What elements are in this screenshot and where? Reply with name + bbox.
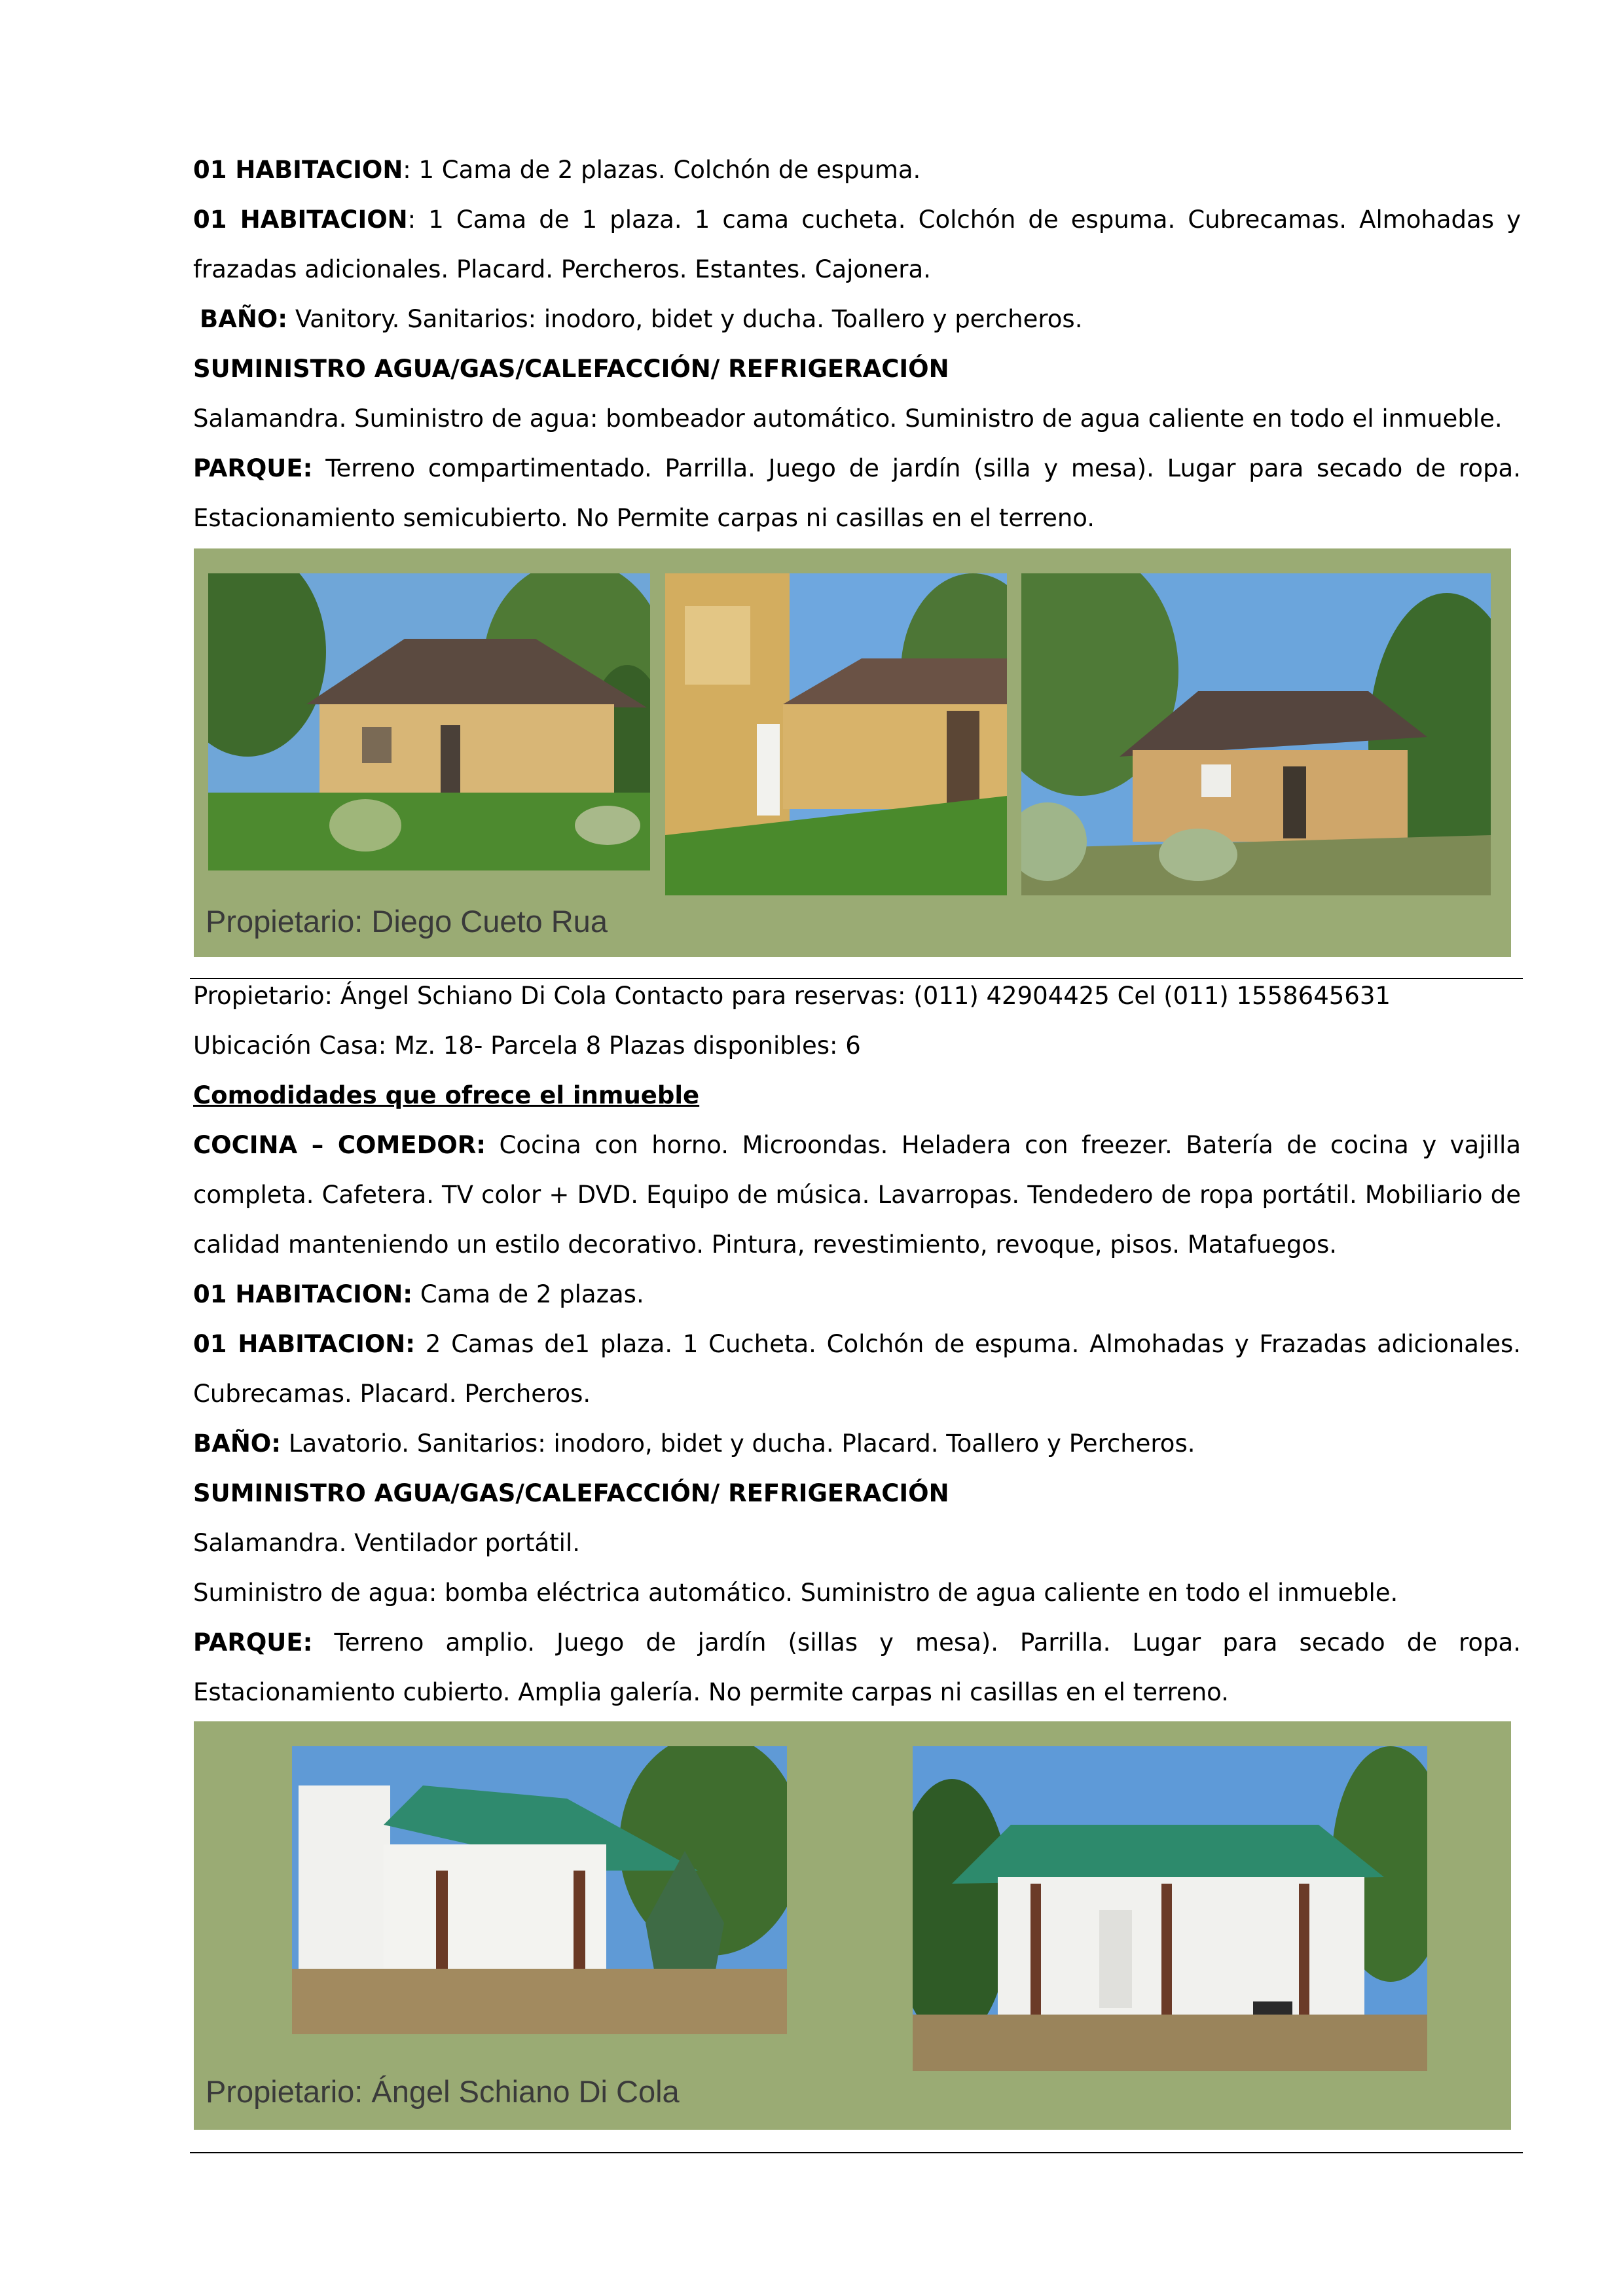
house-photo-5 <box>913 1746 1427 2071</box>
suministro-line1-b2: Salamandra. Ventilador portátil. <box>193 1529 581 1557</box>
section-divider-1 <box>190 978 1523 979</box>
hab2-label: 01 HABITACION <box>193 206 408 234</box>
bano-label-b2: BAÑO: <box>193 1429 282 1458</box>
parque-line2: Estacionamiento semicubierto. No Permite carpas ni casillas en el terreno. <box>193 504 1095 532</box>
hab1-text-b2: Cama de 2 plazas. <box>412 1280 644 1308</box>
hab1-text: : 1 Cama de 2 plazas. Colchón de espuma. <box>403 156 921 184</box>
bano-text-b2: Lavatorio. Sanitarios: inodoro, bidet y ducha. Placard. Toallero y Percheros. <box>281 1429 1195 1458</box>
section-divider-2 <box>190 2152 1523 2153</box>
parque-label: PARQUE: <box>193 454 313 482</box>
bano-label: BAÑO: <box>200 305 288 333</box>
parque-line1-b2 <box>193 1628 1521 1657</box>
hab1-label-b2: 01 HABITACION: <box>193 1280 413 1308</box>
parque-label-b2: PARQUE: <box>193 1628 313 1657</box>
hab2-line2: frazadas adicionales. Placard. Percheros. Estantes. Cajonera. <box>193 255 931 283</box>
suministro-line2-b2: Suministro de agua: bomba eléctrica automático. Suministro de agua caliente en todo el inmueble. <box>193 1579 1398 1607</box>
suministro-text: Salamandra. Suministro de agua: bombeador automático. Suministro de agua caliente en todo el inmueble. <box>193 404 1503 433</box>
bano-line <box>200 305 1527 334</box>
hab1-line-b2 <box>193 1280 1521 1309</box>
photo-caption-2: Propietario: Ángel Schiano Di Cola <box>206 2074 680 2109</box>
house-photo-4 <box>292 1746 787 2034</box>
suministro-heading: SUMINISTRO AGUA/GAS/CALEFACCIÓN/ REFRIGERACIÓN <box>193 355 949 383</box>
hab1-label: 01 HABITACION <box>193 156 403 184</box>
parque-text: Terreno compartimentado. Parrilla. Juego de jardín (silla y mesa). Lugar para secado de ropa. <box>312 454 1521 482</box>
photo-panel-1 <box>194 548 1511 957</box>
hab2-text-b2: 2 Camas de1 plaza. 1 Cucheta. Colchón de espuma. Almohadas y Frazadas adicionales. <box>415 1330 1522 1358</box>
cocina-label: COCINA – COMEDOR: <box>193 1131 486 1159</box>
owner-line: Propietario: Ángel Schiano Di Cola Contacto para reservas: (011) 42904425 Cel (011) 1558645631 <box>193 982 1391 1010</box>
hab2-line2-b2: Cubrecamas. Placard. Percheros. <box>193 1380 591 1408</box>
bano-text: Vanitory. Sanitarios: inodoro, bidet y ducha. Toallero y percheros. <box>287 305 1083 333</box>
cocina-line2: completa. Cafetera. TV color + DVD. Equipo de música. Lavarropas. Tendedero de ropa portátil. Mobiliario de <box>193 1181 1521 1209</box>
house-photo-3 <box>1021 573 1491 895</box>
bano-line-b2 <box>193 1429 1521 1458</box>
hab2-text: : 1 Cama de 1 plaza. 1 cama cucheta. Colchón de espuma. Cubrecamas. Almohadas y <box>407 206 1522 234</box>
parque-line2-b2: Estacionamiento cubierto. Amplia galería. No permite carpas ni casillas en el terreno. <box>193 1678 1229 1706</box>
location-line: Ubicación Casa: Mz. 18- Parcela 8 Plazas disponibles: 6 <box>193 1031 861 1060</box>
hab2-line1-b2 <box>193 1330 1521 1359</box>
house-photo-2 <box>665 573 1007 895</box>
suministro-heading-b2: SUMINISTRO AGUA/GAS/CALEFACCIÓN/ REFRIGERACIÓN <box>193 1479 949 1507</box>
photo-caption-1: Propietario: Diego Cueto Rua <box>206 904 608 939</box>
parque-line1 <box>193 454 1521 483</box>
cocina-text: Cocina con horno. Microondas. Heladera con freezer. Batería de cocina y vajilla <box>486 1131 1522 1159</box>
cocina-line3: calidad manteniendo un estilo decorativo. Pintura, revestimiento, revoque, pisos. Matafuegos. <box>193 1230 1337 1259</box>
house-photo-1 <box>208 573 650 870</box>
photo-panel-2 <box>194 1721 1511 2130</box>
cocina-line1 <box>193 1131 1521 1160</box>
comodidades-heading: Comodidades que ofrece el inmueble <box>193 1081 700 1109</box>
parque-text-b2: Terreno amplio. Juego de jardín (sillas y mesa). Parrilla. Lugar para secado de ropa. <box>312 1628 1521 1657</box>
hab2-label-b2: 01 HABITACION: <box>193 1330 416 1358</box>
hab2-line1 <box>193 206 1521 234</box>
hab1-line <box>193 156 1521 185</box>
